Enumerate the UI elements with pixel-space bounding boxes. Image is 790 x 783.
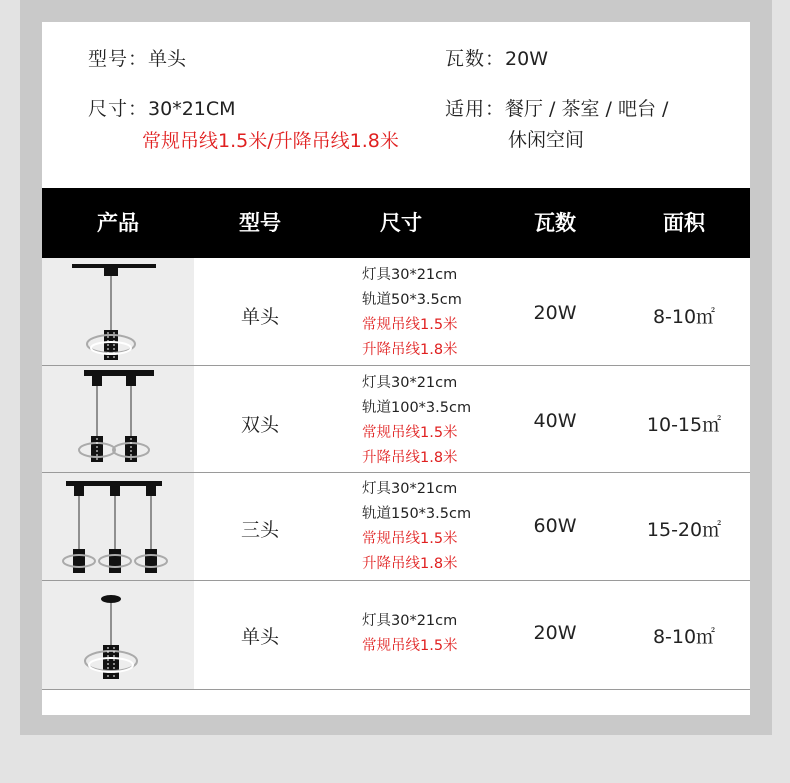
row-power: 20W — [533, 302, 577, 324]
row-power: 40W — [533, 410, 577, 432]
size-track: 轨道100*3.5cm — [362, 400, 472, 416]
header-power: 瓦数 — [534, 211, 576, 235]
size-cable-lift: 升降吊线1.8米 — [362, 450, 458, 466]
row-area: 8-10㎡ — [652, 626, 716, 648]
row-divider — [42, 689, 750, 690]
pendant-lamp-icon — [42, 258, 194, 365]
product-image-single-track — [42, 258, 194, 365]
spec-use-value-2: 休闲空间 — [508, 129, 585, 151]
table-row — [42, 581, 750, 690]
row-power: 60W — [533, 515, 577, 537]
row-area: 15-20㎡ — [646, 519, 722, 541]
size-cable-regular: 常规吊线1.5米 — [362, 638, 458, 654]
table-row — [42, 366, 750, 473]
row-model: 三头 — [240, 519, 279, 541]
spec-model — [88, 44, 186, 71]
spec-power-label: 瓦数： — [445, 48, 506, 70]
row-model: 单头 — [240, 306, 279, 328]
size-fixture: 灯具30*21cm — [362, 375, 458, 391]
row-model: 单头 — [240, 626, 279, 648]
size-fixture: 灯具30*21cm — [362, 613, 458, 629]
header-model: 型号 — [239, 211, 281, 235]
pendant-lamp-icon — [42, 366, 194, 472]
table-row — [42, 473, 750, 581]
spec-size-value: 30*21CM — [148, 98, 236, 120]
size-cable-regular: 常规吊线1.5米 — [362, 425, 458, 441]
row-power: 20W — [533, 622, 577, 644]
size-cable-lift: 升降吊线1.8米 — [362, 342, 458, 358]
size-fixture: 灯具30*21cm — [362, 481, 458, 497]
size-cable-regular: 常规吊线1.5米 — [362, 531, 458, 547]
header-product: 产品 — [97, 211, 139, 235]
spec-size-label: 尺寸： — [88, 98, 149, 120]
spec-use-label: 适用： — [445, 98, 506, 120]
product-image-triple-track — [42, 473, 194, 580]
size-track: 轨道50*3.5cm — [362, 292, 462, 308]
product-image-single-canopy — [42, 581, 194, 689]
size-cable-regular: 常规吊线1.5米 — [362, 317, 458, 333]
header-size: 尺寸 — [380, 211, 422, 235]
spec-cable-note: 常规吊线1.5米/升降吊线1.8米 — [142, 130, 399, 152]
pendant-lamp-icon — [42, 581, 194, 689]
size-fixture: 灯具30*21cm — [362, 267, 458, 283]
spec-use — [445, 94, 668, 121]
spec-model-label: 型号： — [88, 48, 149, 70]
row-size — [362, 477, 471, 577]
spec-size — [88, 94, 236, 121]
pendant-lamp-icon — [42, 473, 194, 580]
size-track: 轨道150*3.5cm — [362, 506, 472, 522]
table-header — [42, 188, 750, 258]
row-size — [362, 609, 458, 659]
row-area: 8-10㎡ — [652, 306, 716, 328]
spec-power-value: 20W — [505, 48, 548, 70]
table-row — [42, 258, 750, 366]
spec-power — [445, 44, 548, 71]
header-area: 面积 — [663, 211, 705, 235]
spec-use-value-1: 餐厅 / 茶室 / 吧台 / — [505, 98, 669, 120]
product-image-double-track — [42, 366, 194, 472]
row-size — [362, 371, 471, 471]
size-cable-lift: 升降吊线1.8米 — [362, 556, 458, 572]
row-size — [362, 263, 462, 363]
row-model: 双头 — [240, 414, 279, 436]
spec-model-value: 单头 — [148, 48, 187, 70]
spec-card — [42, 22, 750, 715]
row-area: 10-15㎡ — [646, 414, 722, 436]
